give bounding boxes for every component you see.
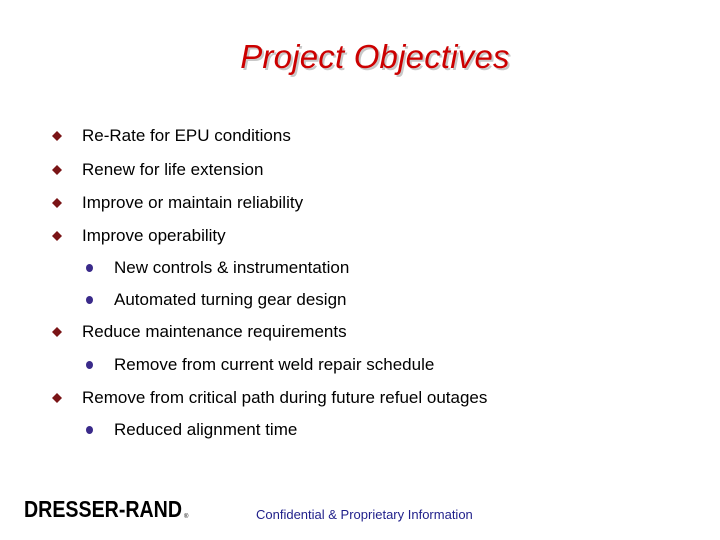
bullet-text: Reduce maintenance requirements: [82, 322, 347, 341]
confidential-notice: Confidential & Proprietary Information: [256, 507, 473, 522]
logo-wordmark: DRESSER-RAND: [24, 496, 182, 522]
bullet-text: Renew for life extension: [82, 160, 264, 179]
diamond-bullet-icon: [52, 198, 62, 208]
diamond-bullet-icon: [52, 131, 62, 141]
round-bullet-icon: [86, 426, 93, 434]
bullet-text: Automated turning gear design: [114, 290, 347, 309]
round-bullet-icon: [86, 296, 93, 304]
bullet-text: Improve operability: [82, 226, 226, 245]
round-bullet-icon: [86, 264, 93, 272]
bullet-text: Remove from critical path during future refuel outages: [82, 388, 488, 407]
bullet-text: Remove from current weld repair schedule: [114, 355, 435, 374]
bullet-text: Re-Rate for EPU conditions: [82, 126, 291, 145]
diamond-bullet-icon: [52, 393, 62, 403]
logo-registered-mark: ®: [184, 514, 189, 520]
round-bullet-icon: [86, 361, 93, 369]
bullet-text: New controls & instrumentation: [114, 258, 350, 277]
bullet-text: Improve or maintain reliability: [82, 193, 304, 212]
diamond-bullet-icon: [52, 165, 62, 175]
diamond-bullet-icon: [52, 327, 62, 337]
dresser-rand-logo: [24, 496, 190, 522]
diamond-bullet-icon: [52, 231, 62, 241]
bullet-text: Reduced alignment time: [114, 420, 298, 439]
slide-title: Project Objectives: [240, 38, 510, 75]
